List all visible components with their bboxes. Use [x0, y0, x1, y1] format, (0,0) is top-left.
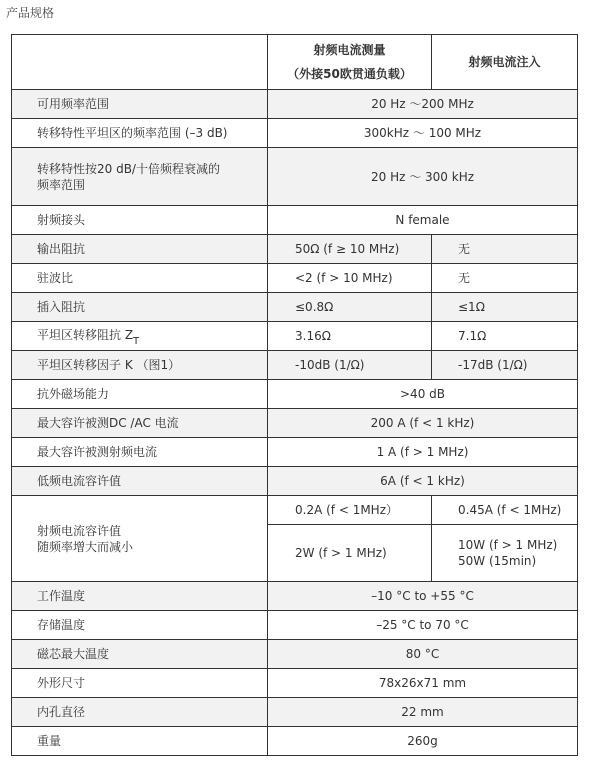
row-inject-value	[432, 525, 578, 582]
table-row	[12, 90, 578, 119]
row-inject-value: -17dB (1/Ω)	[432, 351, 578, 380]
row-label-text: 平坦区转移阻抗 Z	[37, 328, 134, 342]
row-label-subscript: T	[133, 336, 140, 347]
row-value: 6A (f < 1 kHz)	[268, 467, 578, 496]
row-value: 22 mm	[268, 698, 578, 727]
row-label-line2: 随频率增大而减小	[37, 539, 134, 554]
row-measure-value: ≤0.8Ω	[268, 293, 432, 322]
row-label: 最大容许被测射频电流	[12, 438, 268, 467]
header-measure-line1: 射频电流测量	[313, 43, 386, 57]
row-label: 平坦区转移因子 K （图1）	[12, 351, 268, 380]
table-row	[12, 148, 578, 206]
row-label: 抗外磁场能力	[12, 380, 268, 409]
table-row	[12, 611, 578, 640]
header-label-cell	[12, 35, 268, 90]
row-value: 20 Hz ～ 300 kHz	[268, 148, 578, 206]
row-label: 内孔直径	[12, 698, 268, 727]
row-label: 驻波比	[12, 264, 268, 293]
spec-table	[11, 34, 578, 756]
table-row	[12, 206, 578, 235]
row-inject-value: 0.45A (f < 1MHz)	[432, 496, 578, 525]
row-measure-value: 50Ω (f ≥ 10 MHz)	[268, 235, 432, 264]
table-row	[12, 640, 578, 669]
row-label: 重量	[12, 727, 268, 756]
table-row	[12, 409, 578, 438]
table-row	[12, 467, 578, 496]
row-inject-value: 7.1Ω	[432, 322, 578, 351]
row-label: 工作温度	[12, 582, 268, 611]
row-label: 转移特性平坦区的频率范围 (–3 dB)	[12, 119, 268, 148]
page-title: 产品规格	[6, 6, 55, 20]
row-label: 可用频率范围	[12, 90, 268, 119]
header-row	[12, 35, 578, 90]
table-row	[12, 322, 578, 351]
row-label: 插入阻抗	[12, 293, 268, 322]
row-label-line1: 转移特性按20 dB/十倍频程衰减的	[37, 161, 220, 176]
row-label: 外形尺寸	[12, 669, 268, 698]
row-label	[12, 148, 268, 206]
row-value: –25 °C to 70 °C	[268, 611, 578, 640]
table-row	[12, 438, 578, 467]
header-inject-cell: 射频电流注入	[432, 35, 578, 90]
row-measure-value: 3.16Ω	[268, 322, 432, 351]
row-label: 最大容许被测DC /AC 电流	[12, 409, 268, 438]
table-row	[12, 264, 578, 293]
row-label: 存储温度	[12, 611, 268, 640]
row-label-line2: 频率范围	[37, 177, 86, 192]
row-inject-value: 无	[432, 235, 578, 264]
row-inject-line1: 10W (f > 1 MHz)	[458, 538, 558, 552]
row-value: 20 Hz ～200 MHz	[268, 90, 578, 119]
row-label: 低频电流容许值	[12, 467, 268, 496]
table-row	[12, 582, 578, 611]
row-label	[12, 322, 268, 351]
row-value: 300kHz ～ 100 MHz	[268, 119, 578, 148]
header-measure-cell	[268, 35, 432, 90]
row-label-line1: 射频电流容许值	[37, 523, 122, 538]
table-row	[12, 380, 578, 409]
table-row	[12, 698, 578, 727]
row-value: 200 A (f < 1 kHz)	[268, 409, 578, 438]
header-measure-line2: （外接50欧贯通负载）	[287, 67, 412, 81]
row-value: 78x26x71 mm	[268, 669, 578, 698]
table-row	[12, 293, 578, 322]
row-value: –10 °C to +55 °C	[268, 582, 578, 611]
row-inject-line2: 50W (15min)	[458, 554, 537, 568]
row-value: 260g	[268, 727, 578, 756]
row-label: 射频接头	[12, 206, 268, 235]
row-label	[12, 496, 268, 582]
row-measure-value: -10dB (1/Ω)	[268, 351, 432, 380]
table-row	[12, 496, 578, 525]
row-value: 1 A (f > 1 MHz)	[268, 438, 578, 467]
table-row	[12, 351, 578, 380]
row-measure-value: <2 (f > 10 MHz)	[268, 264, 432, 293]
row-label: 磁芯最大温度	[12, 640, 268, 669]
row-label: 输出阻抗	[12, 235, 268, 264]
row-inject-value: 无	[432, 264, 578, 293]
row-inject-value: ≤1Ω	[432, 293, 578, 322]
row-value: N female	[268, 206, 578, 235]
row-value: >40 dB	[268, 380, 578, 409]
table-row	[12, 727, 578, 756]
row-measure-value: 2W (f > 1 MHz)	[268, 525, 432, 582]
row-measure-value: 0.2A (f < 1MHz）	[268, 496, 432, 525]
table-row	[12, 235, 578, 264]
table-row	[12, 119, 578, 148]
row-value: 80 °C	[268, 640, 578, 669]
table-row	[12, 669, 578, 698]
